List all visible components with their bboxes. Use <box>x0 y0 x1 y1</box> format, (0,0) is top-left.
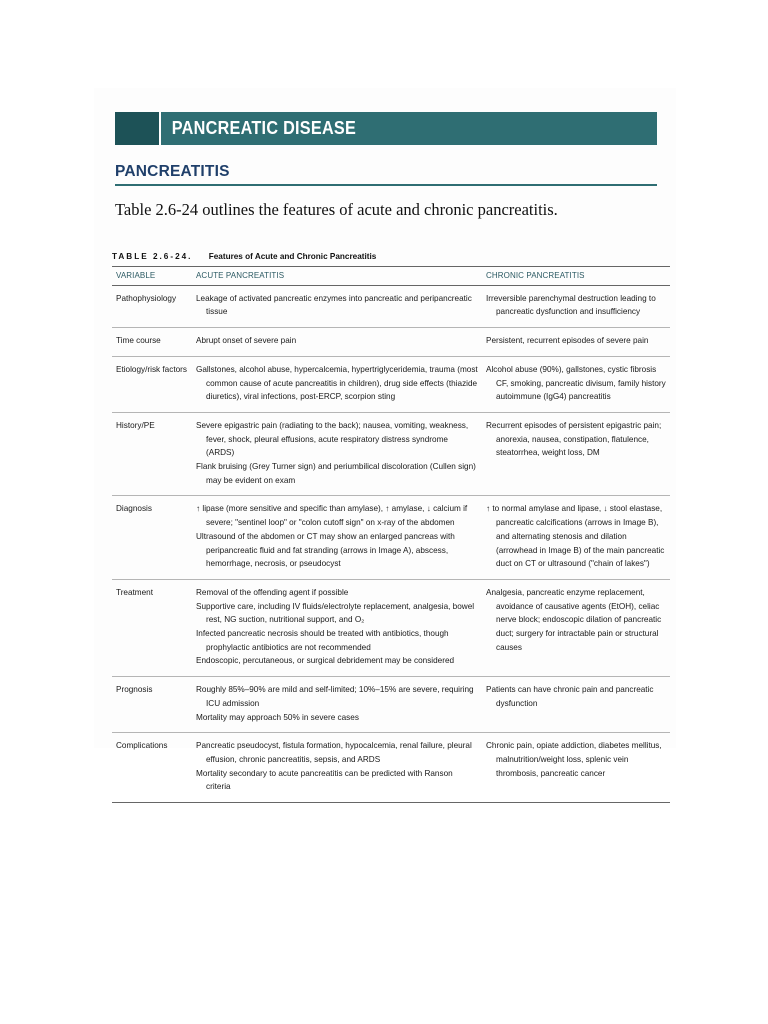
acute-entry: Mortality secondary to acute pancreatitis can be predicted with Ranson criteria <box>196 768 453 792</box>
acute-entry: Abrupt onset of severe pain <box>196 336 297 346</box>
cell-variable <box>112 285 192 327</box>
acute-entry: Severe epigastric pain (radiating to the back); nausea, vomiting, weakness, fever, shock, pleural effusions, acute respiratory distress syndrome (ARDS) <box>196 420 469 458</box>
cell-variable <box>112 496 192 580</box>
cell-chronic <box>482 356 670 412</box>
cell-chronic <box>482 285 670 327</box>
header-acute: ACUTE PANCREATITIS <box>192 267 482 286</box>
table-row <box>112 285 670 327</box>
cell-chronic <box>482 328 670 357</box>
chronic-entry: Irreversible parenchymal destruction leading to pancreatic dysfunction and insufficiency <box>486 293 656 317</box>
table-row <box>112 328 670 357</box>
acute-entry: ↑ lipase (more sensitive and specific than amylase), ↑ amylase, ↓ calcium if severe; "sentinel loop" or "colon cutoff sign" on x-ray of the abdomen <box>196 504 468 528</box>
chronic-entry: Persistent, recurrent episodes of severe pain <box>486 336 649 346</box>
acute-entry: Gallstones, alcohol abuse, hypercalcemia, hypertriglyceridemia, trauma (most common cause of acute pancreatitis in children), drug side effects (thiazide diuretics), viral infections, post-ERCP, scorpion sting <box>196 364 478 402</box>
table-row <box>112 579 670 676</box>
table-title: Features of Acute and Chronic Pancreatitis <box>208 252 377 261</box>
table-header-row <box>112 267 670 286</box>
intro-paragraph: Table 2.6-24 outlines the features of acute and chronic pancreatitis. <box>115 200 558 219</box>
section-heading: PANCREATITIS <box>115 163 657 186</box>
table-row <box>112 733 670 803</box>
table-caption <box>112 252 670 261</box>
acute-entry: Ultrasound of the abdomen or CT may show an enlarged pancreas with peripancreatic fluid and fat stranding (arrows in Image A), abscess, hemorrhage, necrosis, or pseudocyst <box>196 531 455 569</box>
variable-label: Etiology/risk factors <box>116 364 187 374</box>
variable-label: Diagnosis <box>116 504 152 514</box>
cell-acute <box>192 285 482 327</box>
variable-label: History/PE <box>116 420 155 430</box>
table-body <box>112 285 670 802</box>
acute-entry: Mortality may approach 50% in severe cases <box>196 712 359 722</box>
cell-variable <box>112 677 192 733</box>
acute-entry: Removal of the offending agent if possible <box>196 587 349 597</box>
cell-variable <box>112 579 192 676</box>
acute-entry: Pancreatic pseudocyst, fistula formation, hypocalcemia, renal failure, pleural effusion, chronic pancreatitis, sepsis, and ARDS <box>196 741 472 764</box>
variable-label: Pathophysiology <box>116 293 177 303</box>
cell-acute <box>192 677 482 733</box>
acute-entry: Supportive care, including IV fluids/electrolyte replacement, analgesia, bowel rest, NG suction, nutritional support, and O₂ <box>196 601 475 625</box>
table-row <box>112 496 670 580</box>
table-number: TABLE 2.6-24. <box>112 252 193 261</box>
features-table <box>112 266 670 803</box>
cell-variable <box>112 356 192 412</box>
cell-chronic <box>482 412 670 496</box>
table-row <box>112 356 670 412</box>
cell-acute <box>192 356 482 412</box>
acute-entry: Leakage of activated pancreatic enzymes into pancreatic and peripancreatic tissue <box>196 293 472 317</box>
cell-chronic <box>482 579 670 676</box>
chronic-entry: Chronic pain, opiate addiction, diabetes mellitus, malnutrition/weight loss, splenic vein thrombosis, pancreatic cancer <box>486 741 662 778</box>
acute-entry: Infected pancreatic necrosis should be treated with antibiotics, though prophylactic antibiotics are not recommended <box>196 629 449 652</box>
table-row <box>112 677 670 733</box>
table-row <box>112 412 670 496</box>
cell-acute <box>192 496 482 580</box>
acute-entry: Endoscopic, percutaneous, or surgical debridement may be considered <box>196 656 455 666</box>
cell-acute <box>192 733 482 803</box>
cell-chronic <box>482 733 670 803</box>
chronic-entry: Alcohol abuse (90%), gallstones, cystic fibrosis CF, smoking, pancreatic divisum, family history autoimmune (IgG4) pancreatitis <box>486 364 666 402</box>
cell-acute <box>192 412 482 496</box>
acute-entry: Flank bruising (Grey Turner sign) and periumbilical discoloration (Cullen sign) may be evident on exam <box>196 462 476 485</box>
banner-title: PANCREATIC DISEASE <box>171 118 357 138</box>
chronic-entry: Recurrent episodes of persistent epigastric pain; anorexia, nausea, constipation, flatulence, steatorrhea, weight loss, DM <box>486 420 662 458</box>
cell-variable <box>112 328 192 357</box>
cell-variable <box>112 733 192 803</box>
features-table-container <box>112 252 670 803</box>
chronic-entry: Analgesia, pancreatic enzyme replacement, avoidance of causative agents (EtOH), celiac nerve block; endoscopic dilation of pancreatic duct; surgery for intractable pain or structural causes <box>486 587 662 652</box>
cell-variable <box>112 412 192 496</box>
variable-label: Treatment <box>116 587 154 597</box>
chapter-banner <box>115 112 657 145</box>
cell-chronic <box>482 496 670 580</box>
header-variable: VARIABLE <box>112 267 192 286</box>
variable-label: Time course <box>116 336 161 346</box>
variable-label: Prognosis <box>116 685 153 695</box>
cell-acute <box>192 328 482 357</box>
banner-accent-block <box>115 112 161 145</box>
cell-acute <box>192 579 482 676</box>
header-chronic: CHRONIC PANCREATITIS <box>482 267 670 286</box>
variable-label: Complications <box>116 741 168 751</box>
acute-entry: Roughly 85%–90% are mild and self-limited; 10%–15% are severe, requiring ICU admission <box>196 685 474 708</box>
cell-chronic <box>482 677 670 733</box>
chronic-entry: ↑ to normal amylase and lipase, ↓ stool elastase, pancreatic calcifications (arrows in Image B), and alternating stenosis and dilation (arrowhead in Image B) of the main pancreatic duct on CT or ultrasound ("chain of lakes") <box>486 504 665 569</box>
chronic-entry: Patients can have chronic pain and pancreatic dysfunction <box>486 685 654 708</box>
